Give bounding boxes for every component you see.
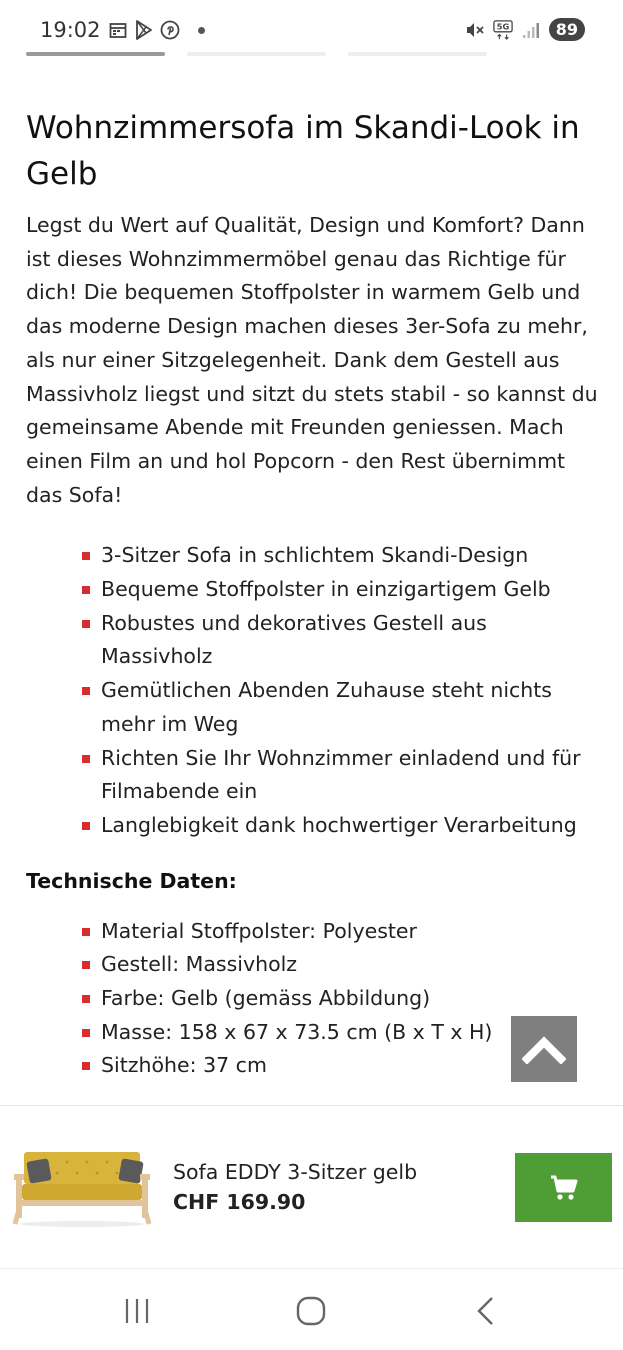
- status-notification-icons: [108, 20, 205, 40]
- mute-icon: [465, 20, 485, 40]
- feature-item: [101, 573, 601, 607]
- sticky-product-bar: [0, 1105, 623, 1267]
- bullet-square-icon: [82, 822, 90, 830]
- tech-spec-text: Sitzhöhe: 37 cm: [101, 1053, 267, 1078]
- bullet-square-icon: [82, 1062, 90, 1070]
- tech-spec-text: Material Stoffpolster: Polyester: [101, 918, 417, 943]
- bullet-square-icon: [82, 1029, 90, 1037]
- feature-text: Robustes und dekoratives Gestell aus Massivholz: [101, 610, 487, 669]
- feature-item: [101, 809, 601, 843]
- description-text: Legst du Wert auf Qualität, Design und Komfort? Dann ist dieses Wohnzimmermöbel genau das Richtige für dich! Die bequemen Stoffpolster in warmem Gelb und das moderne Design machen dieses 3er-Sofa zu mehr, als nur einer Sitzgelegenheit. Dank dem Gestell aus Massivholz liegst und sitzt du stets stabil - so kannst du gemeinsame Abende mit Freunden geniessen. Mach einen Film an und hol Popcorn - den Rest übernimmt das Sofa!: [26, 213, 598, 507]
- feature-text: Bequeme Stoffpolster in einzigartigem Gelb: [101, 577, 551, 602]
- page-tab-indicators: [26, 52, 487, 56]
- feature-text: Gemütlichen Abenden Zuhause steht nichts mehr im Weg: [101, 678, 552, 736]
- svg-text:5G: 5G: [496, 21, 509, 32]
- bullet-square-icon: [82, 928, 90, 936]
- feature-text: 3-Sitzer Sofa in schlichtem Skandi-Design: [101, 543, 529, 568]
- back-button[interactable]: [466, 1291, 506, 1331]
- feature-item: [101, 742, 601, 809]
- add-to-cart-button[interactable]: [515, 1153, 612, 1222]
- pinterest-icon: [160, 20, 180, 40]
- product-description: [26, 105, 601, 1083]
- bullet-square-icon: [82, 620, 90, 628]
- tab-indicator[interactable]: [348, 52, 487, 56]
- shopping-cart-icon: [550, 1175, 578, 1201]
- feature-item: [101, 539, 601, 573]
- tab-indicator-active[interactable]: [26, 52, 165, 56]
- calendar-icon: [108, 20, 128, 40]
- recent-apps-icon: [122, 1296, 152, 1326]
- bullet-square-icon: [82, 586, 90, 594]
- feature-text: Langlebigkeit dank hochwertiger Verarbeitung: [101, 812, 577, 837]
- back-icon: [474, 1295, 498, 1327]
- home-icon: [295, 1295, 327, 1327]
- tech-data-heading: Technische Daten:: [26, 868, 237, 893]
- network-5g-icon: [493, 20, 513, 40]
- bullet-square-icon: [82, 961, 90, 969]
- product-thumbnail[interactable]: [12, 1144, 152, 1229]
- product-price: CHF 169.90: [173, 1190, 306, 1214]
- system-navigation-bar: [0, 1268, 623, 1350]
- bullet-square-icon: [82, 995, 90, 1003]
- description-title: Wohnzimmersofa im Skandi-Look in Gelb: [26, 110, 580, 192]
- tech-spec-item: [101, 948, 601, 982]
- play-store-icon: [134, 20, 154, 40]
- product-name[interactable]: Sofa EDDY 3-Sitzer gelb: [173, 1160, 418, 1184]
- recent-apps-button[interactable]: [117, 1291, 157, 1331]
- feature-item: [101, 674, 601, 741]
- scroll-to-top-button[interactable]: [511, 1016, 577, 1082]
- tab-indicator[interactable]: [187, 52, 326, 56]
- tech-spec-item: [101, 915, 601, 949]
- tech-spec-text: Masse: 158 x 67 x 73.5 cm (B x T x H): [101, 1019, 493, 1044]
- tech-spec-text: Gestell: Massivholz: [101, 952, 298, 977]
- chevron-up-icon: [522, 1034, 566, 1064]
- status-time: 19:02: [40, 18, 101, 42]
- bullet-square-icon: [82, 687, 90, 695]
- home-button[interactable]: [291, 1291, 331, 1331]
- tech-spec-text: Farbe: Gelb (gemäss Abbildung): [101, 986, 431, 1011]
- feature-list: [26, 539, 601, 842]
- bullet-square-icon: [82, 552, 90, 560]
- tech-spec-item: [101, 982, 601, 1016]
- feature-text: Richten Sie Ihr Wohnzimmer einladend und für Filmabende ein: [101, 745, 581, 804]
- more-notifications-dot: [198, 27, 205, 34]
- feature-item: [101, 607, 601, 674]
- signal-icon: [521, 20, 541, 40]
- status-system-icons: [465, 18, 585, 41]
- battery-indicator: 89: [549, 18, 585, 41]
- bullet-square-icon: [82, 755, 90, 763]
